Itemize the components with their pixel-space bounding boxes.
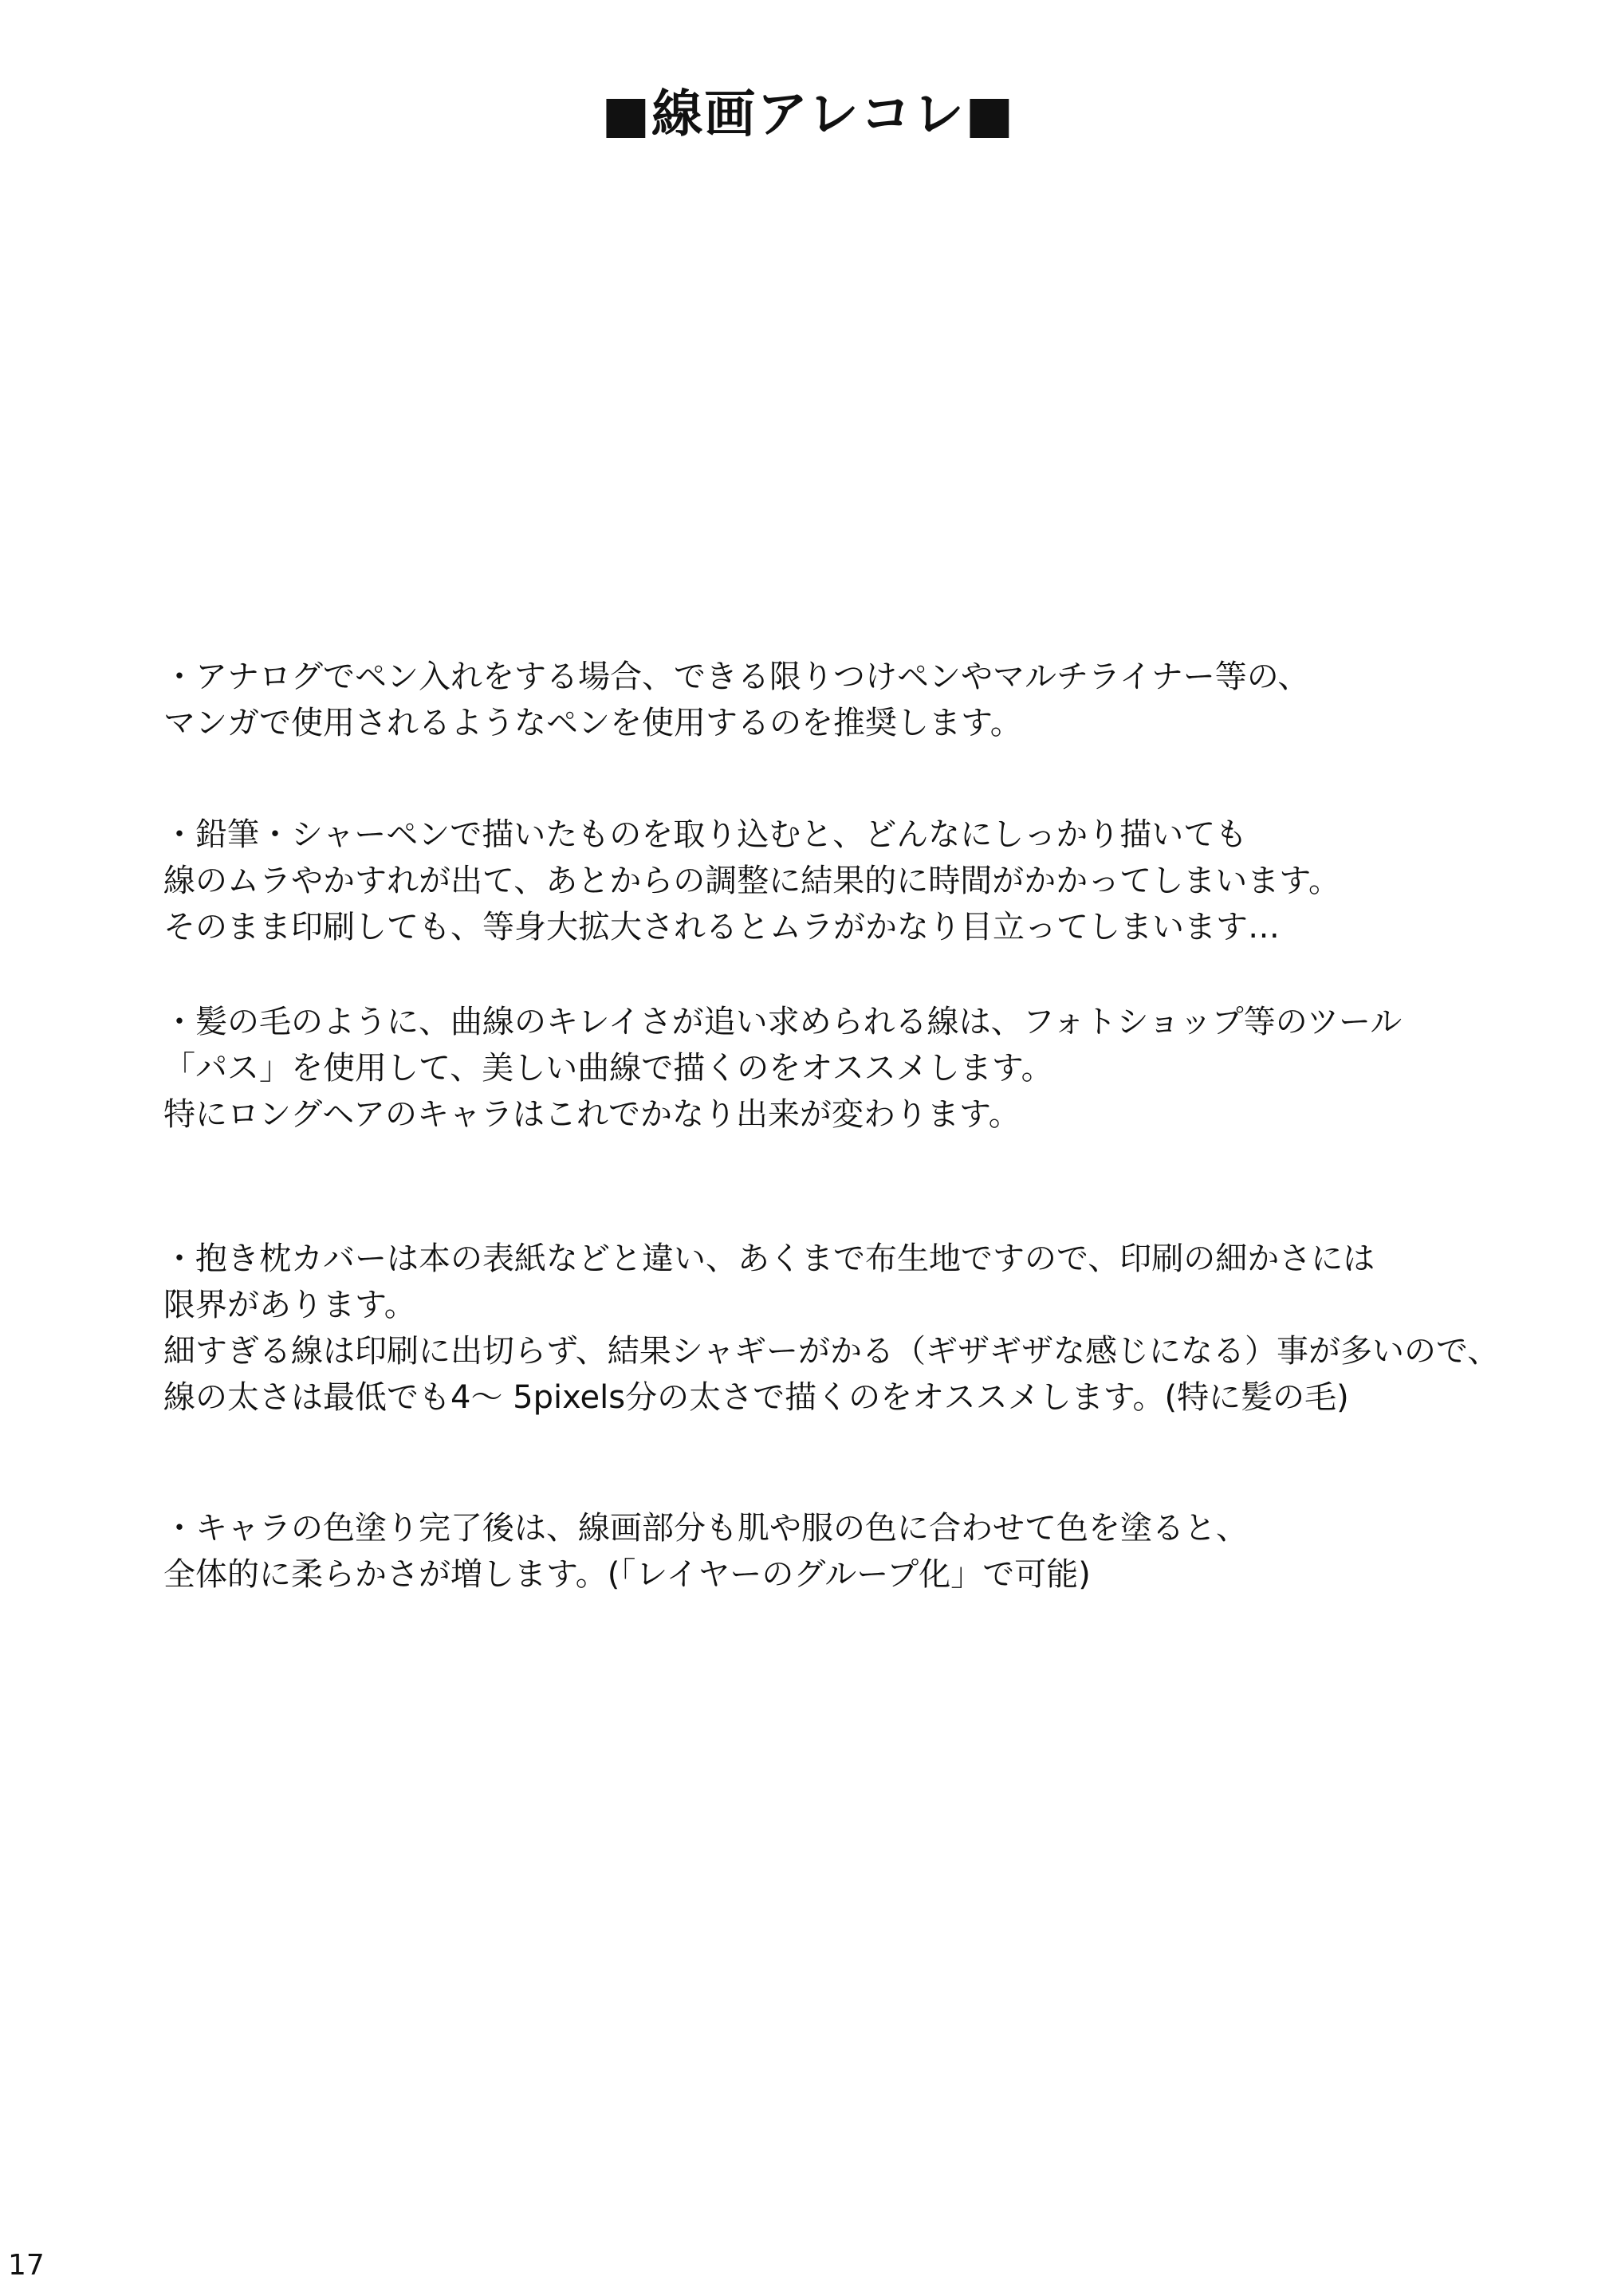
text-line: 線のムラやかすれが出て、あとからの調整に結果的に時間がかかってしまいます。 xyxy=(163,863,1340,899)
text-line: マンガで使用されるようなペンを使用するのを推奨します。 xyxy=(163,705,1022,741)
paragraph-line-coloring xyxy=(163,1505,1599,1598)
text-line: 細すぎる線は印刷に出切らず、結果シャギーがかる（ギザギザな感じになる）事が多いので、 xyxy=(163,1333,1500,1370)
text-line: 特にロングヘアのキャラはこれでかなり出来が変わります。 xyxy=(163,1096,1021,1133)
paragraph-line-thickness xyxy=(163,1236,1599,1421)
paragraph-hair-paths xyxy=(163,999,1599,1138)
text-line: ・抱き枕カバーは本の表紙などと違い、あくまで布生地ですので、印刷の細かさには xyxy=(163,1240,1375,1277)
text-line: ・アナログでペン入れをする場合、できる限りつけペンやマルチライナー等の、 xyxy=(163,659,1310,695)
page-title: ■線画アレコレ■ xyxy=(601,85,1016,144)
paragraph-pencil-scans xyxy=(163,812,1599,950)
text-line: ・キャラの色塗り完了後は、線画部分も肌や服の色に合わせて色を塗ると、 xyxy=(163,1510,1248,1547)
text-line: 「パス」を使用して、美しい曲線で描くのをオススメします。 xyxy=(163,1050,1053,1087)
text-line: 全体的に柔らかさが増します。(「レイヤーのグループ化」で可能) xyxy=(163,1556,1091,1593)
page-number: 17 xyxy=(8,2249,45,2282)
paragraph-analog-inking xyxy=(163,654,1599,746)
text-line: ・髪の毛のように、曲線のキレイさが追い求められる線は、フォトショップ等のツール xyxy=(163,1004,1403,1040)
text-line: ・鉛筆・シャーペンで描いたものを取り込むと、どんなにしっかり描いても xyxy=(163,816,1248,853)
text-line: 線の太さは最低でも4～ 5pixels分の太さで描くのをオススメします。(特に髪の毛) xyxy=(163,1379,1349,1416)
text-line: 限界があります。 xyxy=(163,1287,416,1323)
text-line: そのまま印刷しても、等身大拡大されるとムラがかなり目立ってしまいます… xyxy=(163,909,1280,946)
